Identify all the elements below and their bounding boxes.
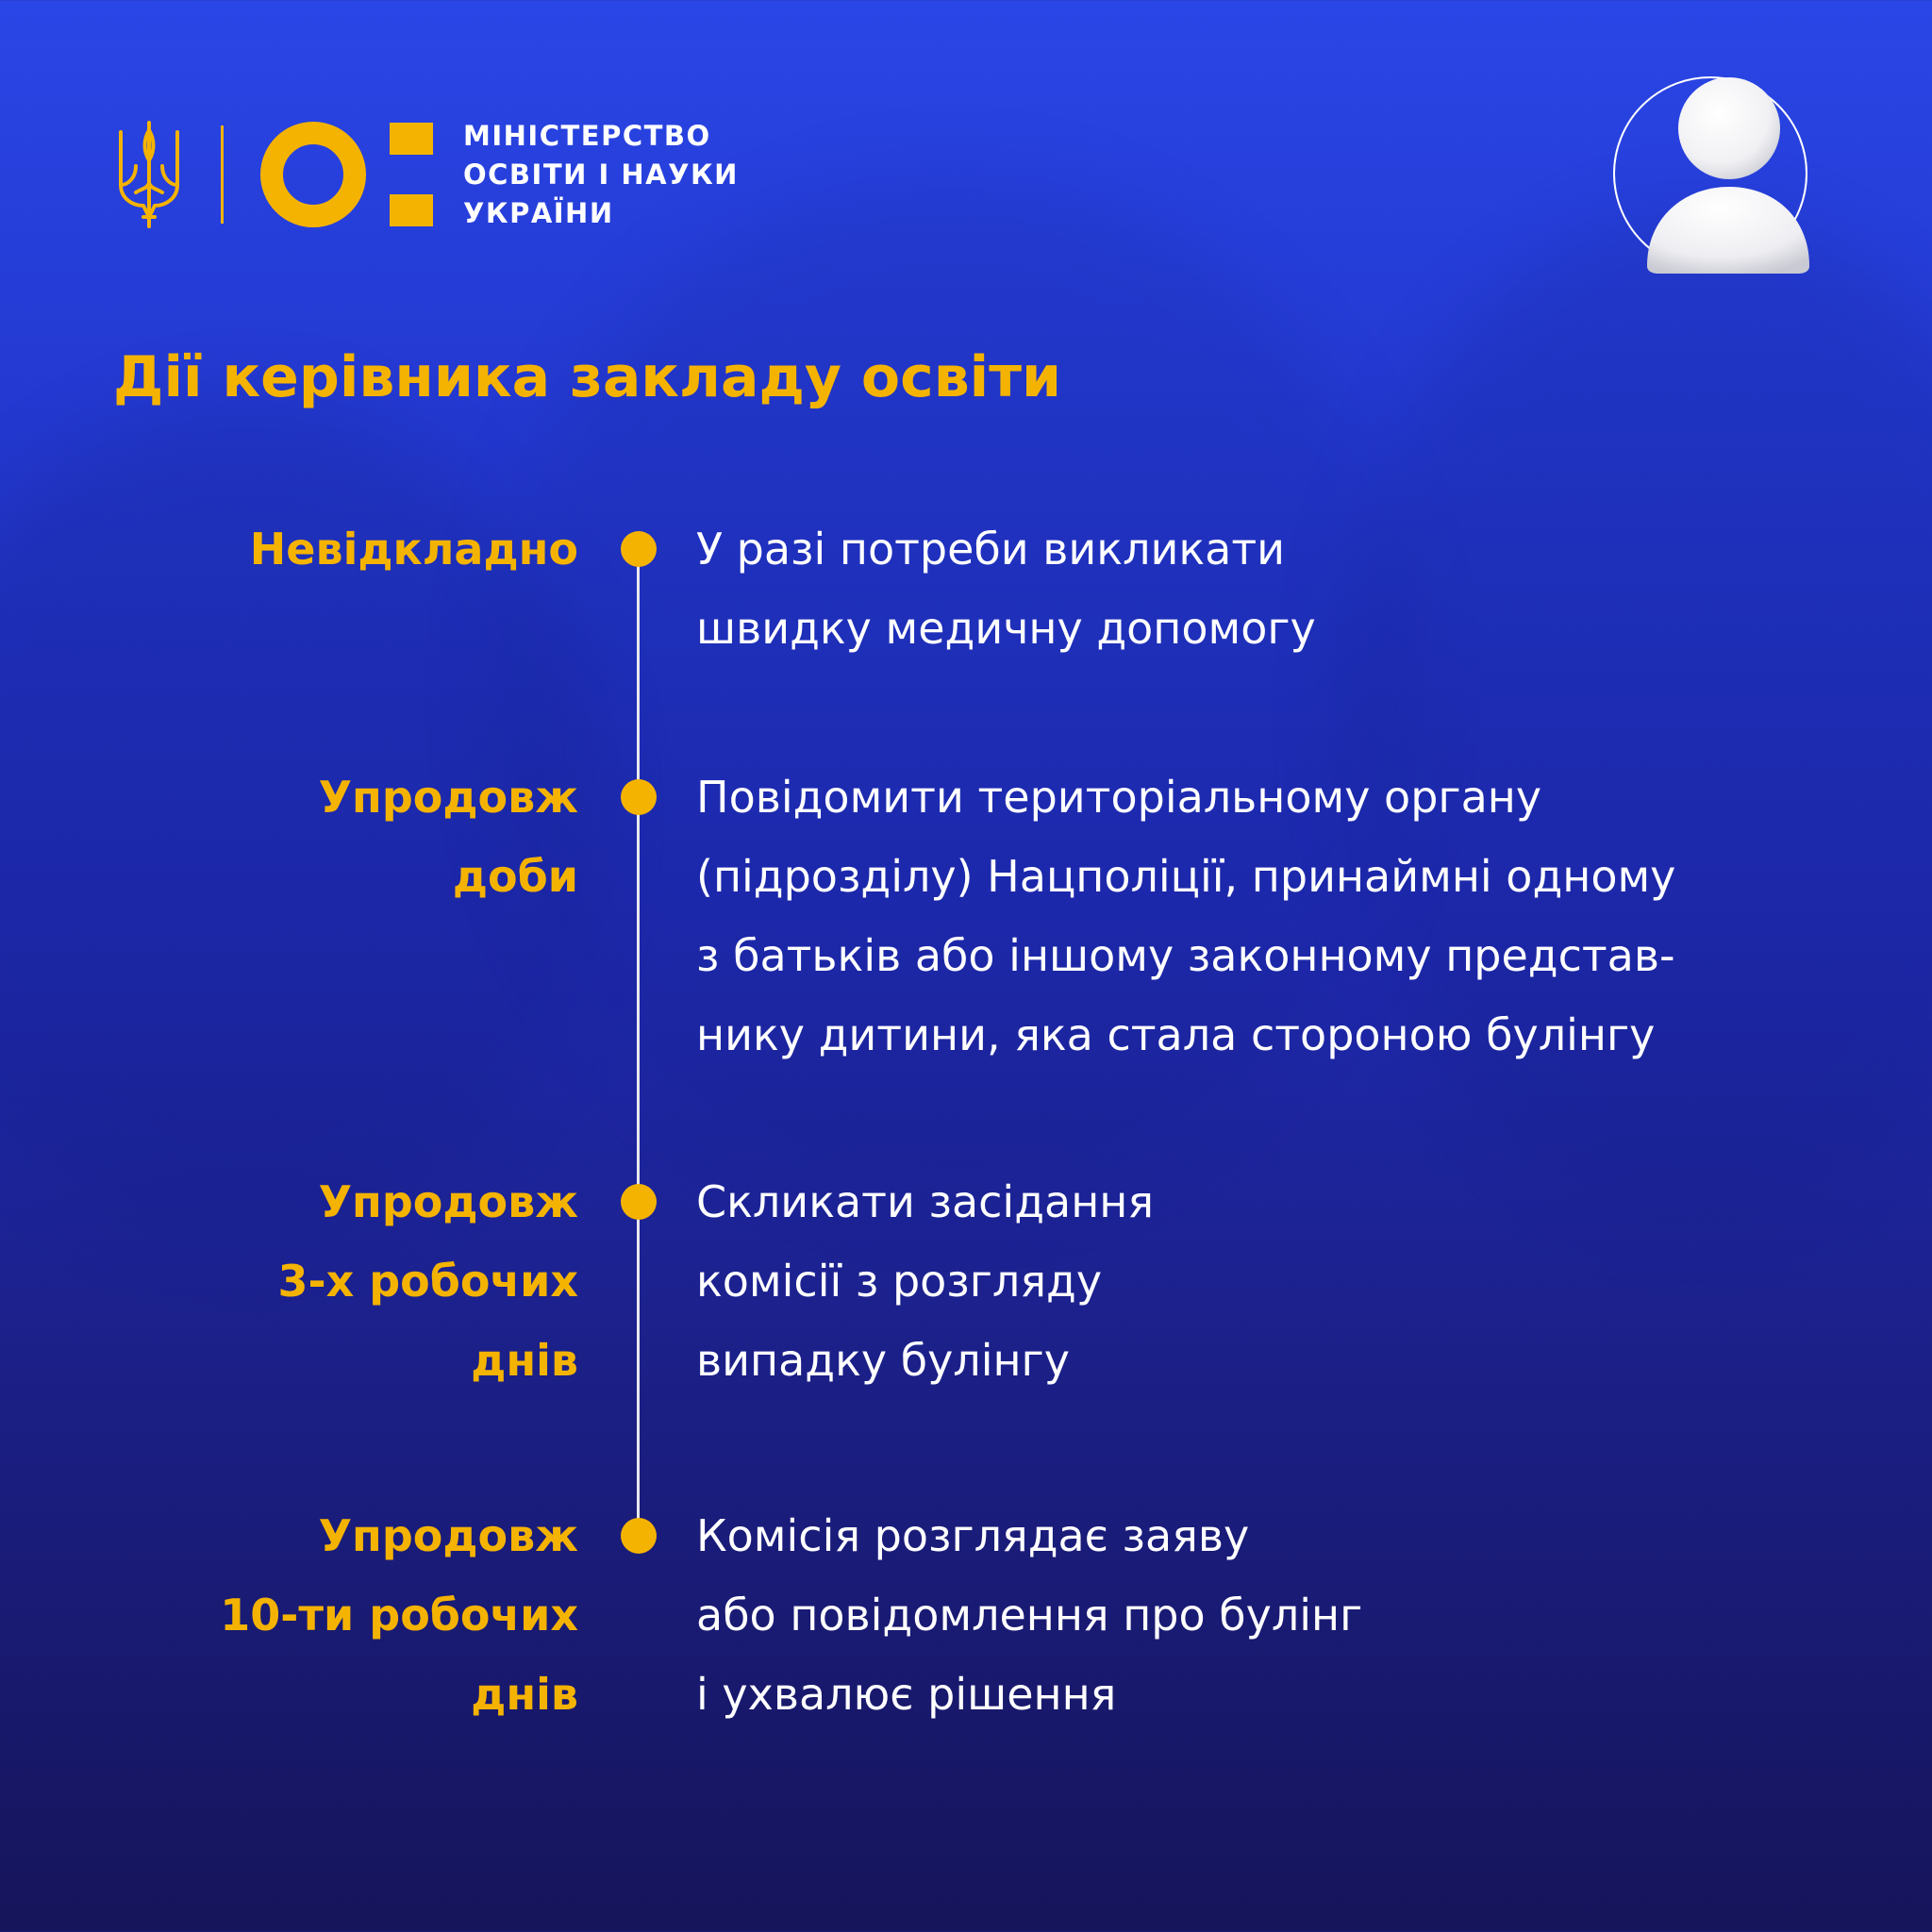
person-avatar-icon <box>1611 75 1809 275</box>
ministry-name-line: МІНІСТЕРСТВО <box>463 119 711 152</box>
page-title: Дії керівника закладу освіти <box>113 344 1062 410</box>
logo-divider <box>221 125 224 224</box>
step-time-label: Упродовж доби <box>318 772 578 902</box>
step-description: Комісія розглядає заяву або повідомлення про булінг і ухвалює рішення <box>696 1510 1363 1720</box>
timeline-dot <box>621 779 657 815</box>
timeline-line <box>637 547 640 1534</box>
timeline-dot <box>621 1518 657 1554</box>
trident-emblem-icon <box>115 119 183 230</box>
ministry-name-line: УКРАЇНИ <box>463 196 614 229</box>
step-time-label: Упродовж 10-ти робочих днів <box>220 1510 578 1720</box>
ministry-logo-icon <box>259 121 435 228</box>
ministry-logo-block <box>115 119 739 230</box>
timeline-dot <box>621 1184 657 1220</box>
step-description: Повідомити територіальному органу (підрозділу) Нацполіції, принаймні одному з батьків або іншому законному представ- нику дитини, яка стала стороною булінгу <box>696 772 1676 1060</box>
timeline-dot <box>621 531 657 567</box>
ministry-name <box>463 117 739 233</box>
step-description: Скликати засідання комісії з розгляду випадку булінгу <box>696 1176 1155 1386</box>
step-time-label: Невідкладно <box>249 524 578 575</box>
step-time-label: Упродовж 3-х робочих днів <box>277 1176 578 1386</box>
step-description: У разі потреби викликати швидку медичну допомогу <box>696 524 1316 654</box>
ministry-name-line: ОСВІТИ І НАУКИ <box>463 158 739 191</box>
